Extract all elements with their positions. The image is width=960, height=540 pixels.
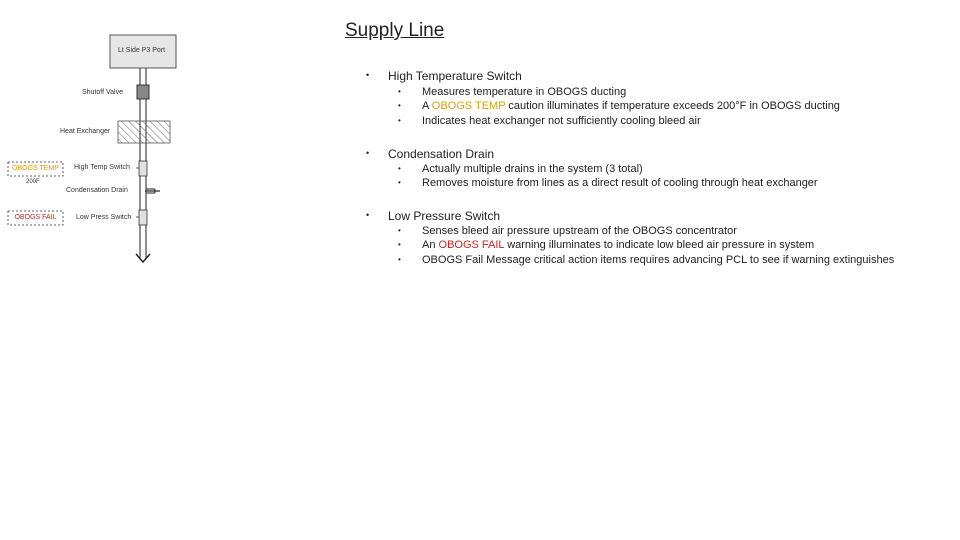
- bullet-icon: •: [398, 226, 401, 235]
- heat-exchanger-label: Heat Exchanger: [60, 128, 111, 135]
- bullet-icon: •: [366, 70, 370, 80]
- port-label: Lt Side P3 Port: [118, 47, 166, 54]
- obogs-temp-indicator: OBOGS TEMP: [12, 165, 59, 172]
- high-temp-switch-label: High Temp Switch: [74, 164, 130, 171]
- temp-threshold-label: 200F: [26, 179, 40, 185]
- heat-exchanger-symbol: [118, 121, 170, 143]
- bullet-icon: •: [398, 240, 401, 249]
- high-temp-switch-symbol: [139, 161, 147, 176]
- obogs-temp-highlight: OBOGS TEMP: [431, 100, 506, 112]
- bullet-icon: •: [398, 116, 401, 125]
- bullet-icon: •: [398, 164, 401, 173]
- shutoff-valve-label: Shutoff Valve: [82, 89, 123, 96]
- low-press-switch-symbol: [139, 210, 147, 225]
- bullet-icon: •: [366, 148, 370, 158]
- obogs-fail-indicator: OBOGS FAIL: [14, 214, 57, 221]
- shutoff-valve-symbol: [137, 85, 149, 99]
- page-title: Supply Line: [345, 20, 445, 41]
- bullet-icon: •: [366, 210, 370, 220]
- bullet-icon: •: [398, 87, 401, 96]
- bullet-icon: •: [398, 178, 401, 187]
- bullet-icon: •: [398, 101, 401, 110]
- flow-arrow-icon: [136, 254, 150, 262]
- low-press-switch-label: Low Press Switch: [76, 214, 132, 221]
- bullet-icon: •: [398, 255, 401, 264]
- obogs-fail-highlight: OBOGS FAIL: [438, 239, 505, 251]
- condensation-drain-label: Condensation Drain: [66, 187, 128, 194]
